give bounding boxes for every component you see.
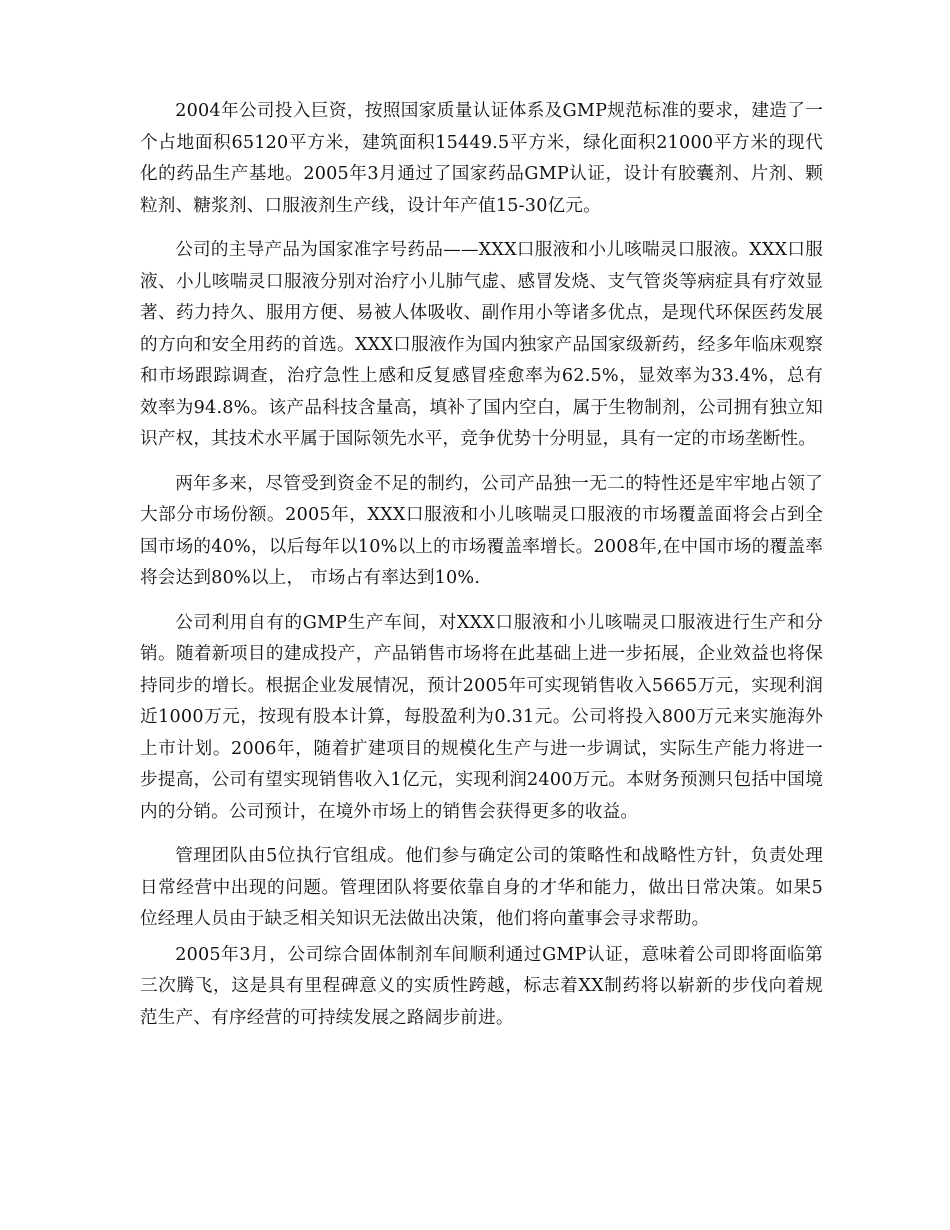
paragraph-gmp-certification: 2005年3月，公司综合固体制剂车间顺利通过GMP认证，意味着公司即将面临第三次腾飞，这是具有里程碑意义的实质性跨越，标志着XX制药将以崭新的步伐向着规范生产、有序经营的可持续发展之路阔步前进。 bbox=[140, 944, 823, 1028]
paragraph-market-share: 两年多来，尽管受到资金不足的制约，公司产品独一无二的特性还是牢牢地占领了大部分市场份额。2005年，XXX口服液和小儿咳喘灵口服液的市场覆盖面将会占到全国市场的40%，以后每年以10%以上的市场覆盖率增长。2008年,在中国市场的覆盖率将会达到80%以上， 市场占有率达到10%. bbox=[140, 473, 823, 588]
paragraph-management-team: 管理团队由5位执行官组成。他们参与确定公司的策略性和战略性方针，负责处理日常经营中出现的问题。管理团队将要依靠自身的才华和能力，做出日常决策。如果5位经理人员由于缺乏相关知识无法做出决策，他们将向董事会寻求帮助。 bbox=[140, 846, 823, 929]
paragraph-financial-forecast: 公司利用自有的GMP生产车间，对XXX口服液和小儿咳喘灵口服液进行生产和分销。随着新项目的建成投产，产品销售市场将在此基础上进一步拓展，企业效益也将保持同步的增长。根据企业发展情况，预计2005年可实现销售收入5665万元，实现利润近1000万元，按现有股本计算，每股盈利为0.31元。公司将投入800万元来实施海外上市计划。2006年，随着扩建项目的规模化生产与进一步调试，实际生产能力将进一步提高，公司有望实现销售收入1亿元，实现利润2400万元。本财务预测只包括中国境内的分销。公司预计，在境外市场上的销售会获得更多的收益。 bbox=[140, 612, 823, 822]
paragraph-gmp-base: 2004年公司投入巨资，按照国家质量认证体系及GMP规范标准的要求，建造了一个占地面积65120平方米，建筑面积15449.5平方米，绿化面积21000平方米的现代化的药品生产基地。2005年3月通过了国家药品GMP认证，设计有胶囊剂、片剂、颗粒剂、糖浆剂、口服液剂生产线，设计年产值15-30亿元。 bbox=[140, 101, 823, 216]
document-page bbox=[140, 96, 823, 1034]
paragraph-main-products: 公司的主导产品为国家准字号药品——XXX口服液和小儿咳喘灵口服液。XXX口服液、小儿咳喘灵口服液分别对治疗小儿肺气虚、感冒发烧、支气管炎等病症具有疗效显著、药力持久、服用方便、易被人体吸收、副作用小等诸多优点，是现代环保医药发展的方向和安全用药的首选。XXX口服液作为国内独家产品国家级新药，经多年临床观察和市场跟踪调查，治疗急性上感和反复感冒痊愈率为62.5%，显效率为33.4%，总有效率为94.8%。该产品科技含量高，填补了国内空白，属于生物制剂，公司拥有独立知识产权，其技术水平属于国际领先水平，竞争优势十分明显，具有一定的市场垄断性。 bbox=[140, 240, 823, 449]
